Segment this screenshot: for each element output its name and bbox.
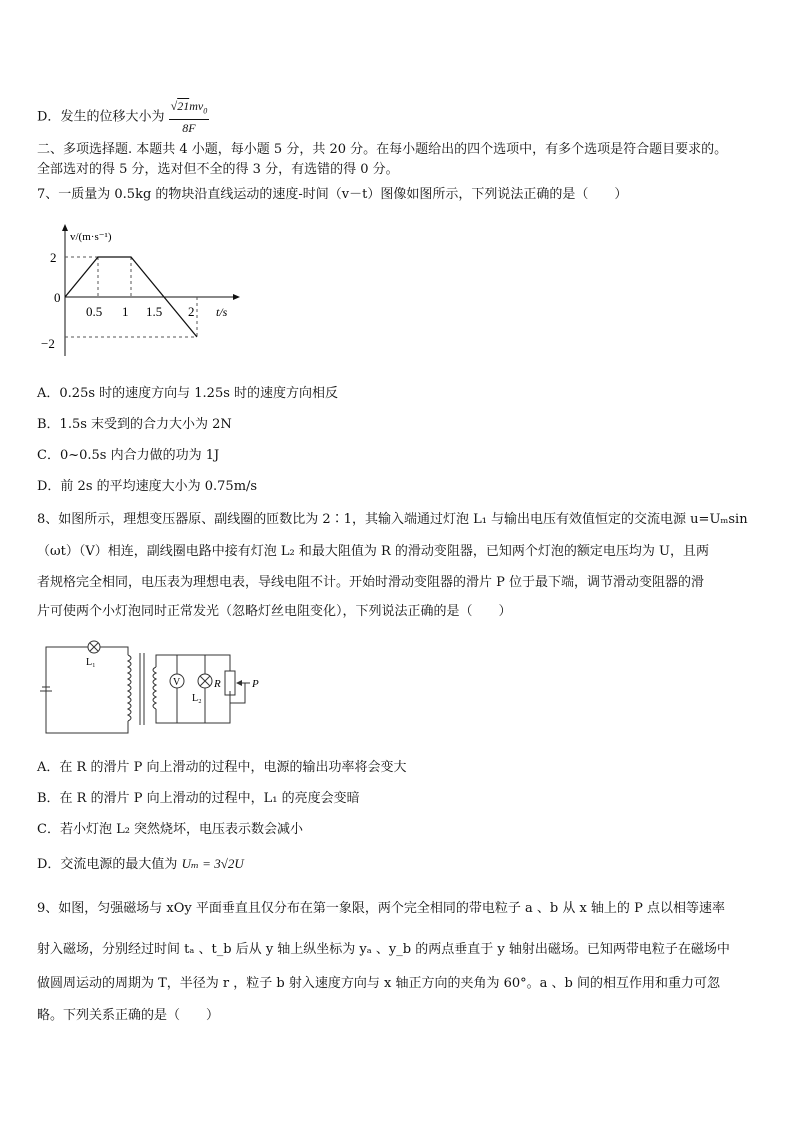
q6-option-d: [37, 98, 209, 136]
q7-stem: 7、一质量为 0.5kg 的物块沿直线运动的速度-时间（v－t）图像如图所示，下列说法正确的是（ ）: [37, 187, 628, 202]
q7-y-tick-neg2: −2: [41, 336, 55, 351]
q8-label-l1: L₁: [86, 657, 96, 668]
q8-option-d-formula: Uₘ = 3√2U: [181, 856, 244, 871]
q7-x-axis-arrow: [233, 294, 240, 300]
q6-option-d-label: D．: [37, 109, 61, 125]
q8-stem-line3: 者规格完全相同，电压表为理想电表，导线电阻不计。开始时滑动变阻器的滑片 P 位于最下端，调节滑动变阻器的滑: [37, 575, 705, 590]
q8-option-d: [37, 856, 244, 873]
q8-label-l2: L₂: [192, 693, 202, 704]
q7-origin-label: 0: [54, 290, 61, 305]
q8-stem-line1: 8、如图所示，理想变压器原、副线圈的匝数比为 2∶1，其输入端通过灯泡 L₁ 与输出电压有效值恒定的交流电源 u=Uₘsin: [37, 512, 748, 527]
q8-label-v: V: [173, 677, 181, 688]
q8-option-b: B．在 R 的滑片 P 向上滑动的过程中，L₁ 的亮度会变暗: [37, 791, 360, 806]
q8-stem-line2: （ωt）（V）相连，副线圈电路中接有灯泡 L₂ 和最大阻值为 R 的滑动变阻器，已知两个灯泡的额定电压均为 U，且两: [37, 544, 709, 559]
q7-x-tick-1-5: 1.5: [146, 304, 163, 319]
q7-x-axis-label: t/s: [216, 305, 228, 319]
q9-stem-line3: 做圆周运动的周期为 T，半径为 r ，粒子 b 射入速度方向与 x 轴正方向的夹角为 60°。a 、b 间的相互作用和重力可忽: [37, 976, 720, 991]
q7-x-tick-1: 1: [122, 304, 129, 319]
q7-option-c: C．0~0.5s 内合力做的功为 1J: [37, 448, 220, 463]
q9-stem-line4: 略。下列关系正确的是（ ）: [37, 1008, 220, 1023]
section2-heading-line1: 二、多项选择题. 本题共 4 小题，每小题 5 分，共 20 分。在每小题给出的四个选项中，有多个选项是符合题目要求的。: [37, 142, 728, 157]
q9-stem-line1: 9、如图，匀强磁场与 xOy 平面垂直且仅分布在第一象限，两个完全相同的带电粒子 a 、b 从 x 轴上的 P 点以相等速率: [37, 901, 725, 916]
q8-option-a: A．在 R 的滑片 P 向上滑动的过程中，电源的输出功率将会变大: [37, 760, 407, 775]
q8-option-d-text: D．交流电源的最大值为: [37, 857, 182, 872]
q7-vt-graph: [40, 222, 250, 362]
q6-option-d-text: 发生的位移大小为: [60, 109, 165, 125]
q7-y-tick-2: 2: [50, 250, 57, 265]
q7-x-tick-2: 2: [188, 304, 195, 319]
q7-y-axis-arrow: [62, 224, 68, 231]
q8-circuit-diagram: [40, 635, 270, 740]
q8-label-r: R: [214, 678, 221, 690]
q6-option-d-fraction: $\frac{√21mv_0}{8F}$: [170, 99, 208, 136]
q9-stem-line2: 射入磁场，分别经过时间 tₐ 、t_b 后从 y 轴上纵坐标为 yₐ 、y_b 的两点垂直于 y 轴射出磁场。已知两带电粒子在磁场中: [37, 942, 730, 957]
q7-option-a: A．0.25s 时的速度方向与 1.25s 时的速度方向相反: [37, 386, 339, 401]
q8-stem-line4: 片可使两个小灯泡同时正常发光（忽略灯丝电阻变化），下列说法正确的是（ ）: [37, 604, 512, 619]
q7-x-tick-0-5: 0.5: [86, 304, 103, 319]
q8-option-c: C．若小灯泡 L₂ 突然烧坏，电压表示数会减小: [37, 822, 304, 837]
q7-option-d: D．前 2s 的平均速度大小为 0.75m/s: [37, 479, 258, 494]
q7-y-axis-label: v/(m·s⁻¹): [70, 231, 112, 243]
section2-heading-line2: 全部选对的得 5 分，选对但不全的得 3 分，有选错的得 0 分。: [37, 162, 399, 177]
q8-label-p: P: [252, 678, 259, 690]
q7-option-b: B．1.5s 末受到的合力大小为 2N: [37, 417, 232, 432]
